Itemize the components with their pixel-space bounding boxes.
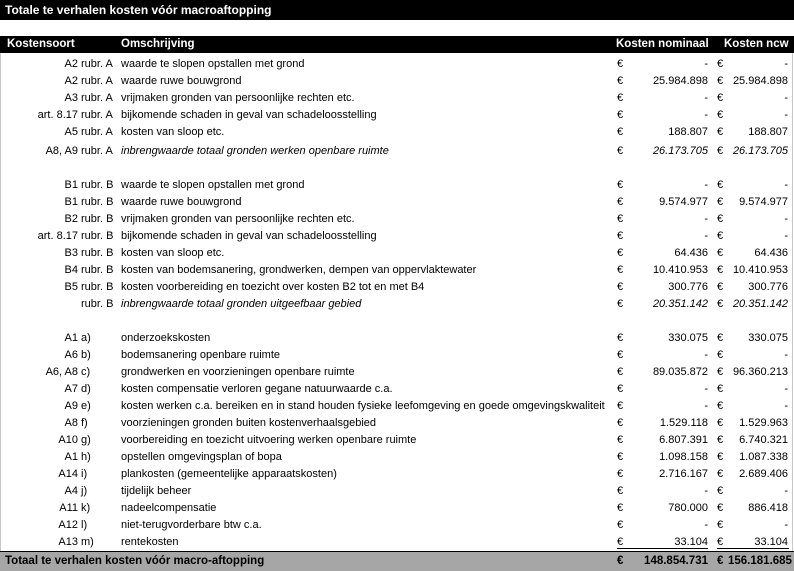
cell-euro-sign-ncw: € <box>717 230 724 242</box>
cell-kosten-ncw: 1.529.963 <box>739 417 788 429</box>
cell-kosten-ncw: - <box>784 485 788 497</box>
cell-kostensoort: A6 <box>64 349 78 361</box>
cell-kostensoort: A11 <box>59 502 78 514</box>
table-row[interactable] <box>0 330 794 347</box>
header-kosten-ncw[interactable]: Kosten ncw <box>724 38 789 50</box>
subtotal-underline-nominaal <box>617 548 708 549</box>
cell-euro-sign-nominaal: € <box>617 281 624 293</box>
cell-rubriek: b) <box>81 349 91 361</box>
cell-euro-sign-nominaal: € <box>617 264 624 276</box>
cell-kosten-nominaal: 20.351.142 <box>652 298 708 310</box>
cell-kosten-ncw: - <box>784 349 788 361</box>
cell-euro-sign-ncw: € <box>717 213 724 225</box>
table-row[interactable] <box>0 177 794 194</box>
cell-kosten-nominaal: - <box>704 179 708 191</box>
table-row[interactable] <box>0 517 794 534</box>
cell-kosten-nominaal: 9.574.977 <box>659 196 708 208</box>
cell-kosten-nominaal: 64.436 <box>674 247 708 259</box>
header-omschrijving[interactable]: Omschrijving <box>121 38 195 50</box>
cell-kostensoort: A3 <box>64 92 78 104</box>
table-row[interactable] <box>0 466 794 483</box>
cell-euro-sign-ncw: € <box>717 75 724 87</box>
cell-euro-sign-ncw: € <box>717 536 724 548</box>
table-row[interactable] <box>0 194 794 211</box>
table-row[interactable] <box>0 432 794 449</box>
cell-kosten-nominaal: - <box>704 400 708 412</box>
cell-rubriek: rubr. A <box>81 145 113 157</box>
cell-kosten-nominaal: - <box>704 109 708 121</box>
cell-euro-sign-ncw: € <box>717 502 724 514</box>
cell-rubriek: rubr. B <box>81 281 114 293</box>
cell-rubriek: f) <box>81 417 88 429</box>
table-row[interactable] <box>0 279 794 296</box>
cell-kosten-nominaal: 6.807.391 <box>659 434 708 446</box>
cell-omschrijving: waarde te slopen opstallen met grond <box>121 179 305 191</box>
cell-kostensoort: A14 <box>58 468 78 480</box>
cell-kosten-ncw: 1.087.338 <box>739 451 788 463</box>
cell-euro-sign-ncw: € <box>717 196 724 208</box>
cell-kosten-ncw: 6.740.321 <box>739 434 788 446</box>
cell-rubriek: rubr. A <box>81 75 113 87</box>
cell-euro-sign-ncw: € <box>717 400 724 412</box>
cell-kostensoort: A5 <box>64 126 78 138</box>
cell-euro-sign-nominaal: € <box>617 58 624 70</box>
cell-kosten-ncw: 96.360.213 <box>732 366 788 378</box>
table-row[interactable] <box>0 262 794 279</box>
cell-omschrijving: onderzoekskosten <box>121 332 211 344</box>
cell-omschrijving: kosten van sloop etc. <box>121 247 225 259</box>
table-row[interactable] <box>0 56 794 73</box>
cell-euro-sign-nominaal: € <box>617 349 624 361</box>
cell-omschrijving: kosten compensatie verloren gegane natuurwaarde c.a. <box>121 383 393 395</box>
cell-rubriek: rubr. A <box>81 92 113 104</box>
cell-omschrijving: inbrengwaarde totaal gronden uitgeefbaar gebied <box>121 298 362 310</box>
cell-kostensoort: A9 <box>64 400 78 412</box>
cell-kosten-nominaal: 26.173.705 <box>652 145 708 157</box>
cell-rubriek: j) <box>81 485 88 497</box>
table-row[interactable] <box>0 398 794 415</box>
cell-omschrijving: vrijmaken gronden van persoonlijke rechten etc. <box>121 92 355 104</box>
cell-kosten-nominaal: 33.104 <box>674 536 708 548</box>
cell-euro-sign-ncw: € <box>717 519 724 531</box>
cell-kosten-nominaal: 300.776 <box>668 281 708 293</box>
cell-kosten-ncw: 300.776 <box>748 281 788 293</box>
cell-kosten-nominaal: 1.529.118 <box>659 417 708 429</box>
cell-kostensoort: A4 <box>64 485 78 497</box>
cell-kostensoort: A2 <box>64 75 78 87</box>
cell-kosten-ncw: - <box>784 92 788 104</box>
cell-kosten-ncw: 64.436 <box>754 247 788 259</box>
cell-euro-sign-ncw: € <box>717 434 724 446</box>
cell-euro-sign-nominaal: € <box>617 451 624 463</box>
cell-kosten-nominaal: 330.075 <box>668 332 708 344</box>
cell-omschrijving: waarde ruwe bouwgrond <box>121 196 242 208</box>
table-row[interactable] <box>0 143 794 160</box>
table-row[interactable] <box>0 500 794 517</box>
cell-euro-sign-nominaal: € <box>617 332 624 344</box>
table-row[interactable] <box>0 449 794 466</box>
table-row[interactable] <box>0 90 794 107</box>
cell-omschrijving: vrijmaken gronden van persoonlijke rechten etc. <box>121 213 355 225</box>
cell-kosten-nominaal: 89.035.872 <box>652 366 708 378</box>
cell-kosten-ncw: - <box>784 400 788 412</box>
cell-euro-sign-nominaal: € <box>617 196 624 208</box>
cell-rubriek: e) <box>81 400 91 412</box>
cell-rubriek: i) <box>81 468 88 480</box>
cell-kostensoort: A10 <box>58 434 78 446</box>
cell-omschrijving: waarde te slopen opstallen met grond <box>121 58 305 70</box>
cell-euro-sign-nominaal: € <box>617 213 624 225</box>
total-value-ncw: 156.181.685 <box>728 555 792 567</box>
cell-kosten-ncw: 10.410.953 <box>732 264 788 276</box>
cell-kostensoort: art. 8.17 <box>37 109 78 121</box>
table-row[interactable] <box>0 381 794 398</box>
cell-rubriek: rubr. A <box>81 126 113 138</box>
cell-euro-sign-nominaal: € <box>617 92 624 104</box>
cell-euro-sign-nominaal: € <box>617 145 624 157</box>
cell-kosten-nominaal: 1.098.158 <box>659 451 708 463</box>
cell-euro-sign-ncw: € <box>717 485 724 497</box>
cell-euro-sign-nominaal: € <box>617 126 624 138</box>
cell-kosten-ncw: 25.984.898 <box>732 75 788 87</box>
cell-omschrijving: voorzieningen gronden buiten kostenverhaalsgebied <box>121 417 377 429</box>
cell-kosten-ncw: 2.689.406 <box>739 468 788 480</box>
cell-kosten-ncw: 886.418 <box>748 502 788 514</box>
cell-euro-sign-nominaal: € <box>617 179 624 191</box>
cell-kostensoort: A8 <box>64 417 78 429</box>
cell-euro-sign-ncw: € <box>717 349 724 361</box>
cell-omschrijving: kosten werken c.a. bereiken en in stand houden fysieke leefomgeving en goede omgevingskwaliteit <box>121 400 605 412</box>
cell-omschrijving: bijkomende schaden in geval van schadeloosstelling <box>121 109 377 121</box>
cell-kostensoort: A8, A9 <box>45 145 78 157</box>
cell-kosten-nominaal: - <box>704 58 708 70</box>
header-kostensoort[interactable]: Kostensoort <box>7 38 75 50</box>
cell-kosten-ncw: - <box>784 58 788 70</box>
cell-kosten-nominaal: 188.807 <box>668 126 708 138</box>
cell-euro-sign-nominaal: € <box>617 502 624 514</box>
cell-kostensoort: A6, A8 <box>45 366 78 378</box>
table-row[interactable] <box>0 228 794 245</box>
cell-kosten-nominaal: - <box>704 230 708 242</box>
cell-kosten-ncw: 33.104 <box>754 536 788 548</box>
cell-kostensoort: art. 8.17 <box>37 230 78 242</box>
cell-euro-sign-ncw: € <box>717 468 724 480</box>
cell-kostensoort: B4 <box>64 264 78 276</box>
table-row[interactable] <box>0 211 794 228</box>
cell-kosten-ncw: 330.075 <box>748 332 788 344</box>
cell-omschrijving: opstellen omgevingsplan of bopa <box>121 451 282 463</box>
cell-euro-sign-ncw: € <box>717 298 724 310</box>
cell-euro-sign-nominaal: € <box>617 75 624 87</box>
cell-omschrijving: grondwerken en voorzieningen openbare ruimte <box>121 366 355 378</box>
cell-euro-sign-ncw: € <box>717 366 724 378</box>
cell-rubriek: k) <box>81 502 91 514</box>
cell-euro-sign-nominaal: € <box>617 468 624 480</box>
cell-kosten-nominaal: - <box>704 92 708 104</box>
cell-euro-sign-ncw: € <box>717 109 724 121</box>
cell-rubriek: rubr. B <box>81 247 114 259</box>
total-label: Totaal te verhalen kosten vóór macro-aftopping <box>5 555 265 567</box>
cell-euro-sign-nominaal: € <box>617 366 624 378</box>
table-row[interactable] <box>0 415 794 432</box>
cell-kostensoort: B1 <box>64 179 78 191</box>
cell-rubriek: rubr. B <box>81 264 114 276</box>
cell-euro-sign-nominaal: € <box>617 230 624 242</box>
cell-kosten-nominaal: - <box>704 519 708 531</box>
cell-omschrijving: inbrengwaarde totaal gronden werken openbare ruimte <box>121 145 389 157</box>
cell-kostensoort: A7 <box>64 383 78 395</box>
cell-rubriek: c) <box>81 366 91 378</box>
cell-euro-sign-ncw: € <box>717 332 724 344</box>
cell-rubriek: h) <box>81 451 91 463</box>
table-row[interactable] <box>0 483 794 500</box>
cell-omschrijving: voorbereiding en toezicht uitvoering werken openbare ruimte <box>121 434 417 446</box>
cell-euro-sign-nominaal: € <box>617 383 624 395</box>
cell-kosten-nominaal: 780.000 <box>668 502 708 514</box>
cell-kosten-ncw: 9.574.977 <box>739 196 788 208</box>
cell-kosten-ncw: 188.807 <box>748 126 788 138</box>
cell-omschrijving: kosten van bodemsanering, grondwerken, dempen van oppervlaktewater <box>121 264 477 276</box>
total-row[interactable] <box>0 551 794 571</box>
header-kosten-nominaal[interactable]: Kosten nominaal <box>616 38 709 50</box>
cell-kosten-nominaal: - <box>704 349 708 361</box>
cell-omschrijving: bijkomende schaden in geval van schadeloosstelling <box>121 230 377 242</box>
cell-omschrijving: nadeelcompensatie <box>121 502 217 514</box>
cell-kosten-ncw: - <box>784 179 788 191</box>
cell-kosten-ncw: - <box>784 519 788 531</box>
cell-euro-sign-ncw: € <box>717 281 724 293</box>
cell-euro-sign-ncw: € <box>717 264 724 276</box>
cell-euro-sign-nominaal: € <box>617 434 624 446</box>
cell-euro-sign-ncw: € <box>717 92 724 104</box>
cell-kosten-ncw: 26.173.705 <box>732 145 788 157</box>
cell-euro-sign-ncw: € <box>717 179 724 191</box>
cell-kosten-ncw: - <box>784 383 788 395</box>
cell-omschrijving: kosten voorbereiding en toezicht over kosten B2 tot en met B4 <box>121 281 425 293</box>
cell-euro-sign-nominaal: € <box>617 536 624 548</box>
cell-rubriek: a) <box>81 332 91 344</box>
cell-kosten-ncw: - <box>784 213 788 225</box>
table-row[interactable] <box>0 245 794 262</box>
cell-rubriek: rubr. B <box>81 298 114 310</box>
cell-euro-sign-ncw: € <box>717 417 724 429</box>
table-row[interactable] <box>0 296 794 313</box>
cell-kostensoort: A2 <box>64 58 78 70</box>
total-euro-sign-ncw: € <box>717 555 724 567</box>
cell-kostensoort: B1 <box>64 196 78 208</box>
cell-kostensoort: A1 <box>64 332 78 344</box>
cell-omschrijving: plankosten (gemeentelijke apparaatskosten) <box>121 468 337 480</box>
cell-kosten-ncw: 20.351.142 <box>732 298 788 310</box>
cell-kostensoort: A1 <box>64 451 78 463</box>
table-row[interactable] <box>0 107 794 124</box>
cell-kosten-nominaal: - <box>704 383 708 395</box>
cell-euro-sign-ncw: € <box>717 58 724 70</box>
cell-rubriek: rubr. B <box>81 213 114 225</box>
cell-rubriek: rubr. B <box>81 230 114 242</box>
sheet-title: Totale te verhalen kosten vóór macroaftopping <box>0 0 794 20</box>
table-row[interactable] <box>0 124 794 141</box>
cell-euro-sign-ncw: € <box>717 383 724 395</box>
cell-kosten-ncw: - <box>784 230 788 242</box>
cell-omschrijving: kosten van sloop etc. <box>121 126 225 138</box>
cell-kosten-nominaal: - <box>704 485 708 497</box>
cell-kosten-nominaal: 25.984.898 <box>652 75 708 87</box>
cell-kostensoort: B2 <box>64 213 78 225</box>
cell-kosten-nominaal: 10.410.953 <box>652 264 708 276</box>
cell-euro-sign-nominaal: € <box>617 247 624 259</box>
table-row[interactable] <box>0 364 794 381</box>
cell-euro-sign-ncw: € <box>717 145 724 157</box>
cell-omschrijving: rentekosten <box>121 536 179 548</box>
table-row[interactable] <box>0 347 794 364</box>
cell-rubriek: rubr. A <box>81 109 113 121</box>
cell-rubriek: g) <box>81 434 91 446</box>
total-euro-sign-nominaal: € <box>617 555 624 567</box>
subtotal-underline-ncw <box>717 548 789 549</box>
cell-rubriek: l) <box>81 519 88 531</box>
cell-kosten-nominaal: 2.716.167 <box>659 468 708 480</box>
cell-euro-sign-nominaal: € <box>617 109 624 121</box>
cell-euro-sign-nominaal: € <box>617 485 624 497</box>
cell-omschrijving: bodemsanering openbare ruimte <box>121 349 280 361</box>
cell-euro-sign-nominaal: € <box>617 417 624 429</box>
cell-rubriek: rubr. B <box>81 196 114 208</box>
table-row[interactable] <box>0 73 794 90</box>
cell-kostensoort: A12 <box>58 519 78 531</box>
cell-euro-sign-nominaal: € <box>617 400 624 412</box>
cell-kostensoort: B3 <box>64 247 78 259</box>
cell-omschrijving: niet-terugvorderbare btw c.a. <box>121 519 262 531</box>
cell-rubriek: m) <box>81 536 94 548</box>
column-header-row <box>0 36 794 53</box>
cell-kosten-nominaal: - <box>704 213 708 225</box>
total-value-nominaal: 148.854.731 <box>644 555 708 567</box>
cell-rubriek: rubr. B <box>81 179 114 191</box>
cell-kostensoort: A13 <box>58 536 78 548</box>
cell-kostensoort: B5 <box>64 281 78 293</box>
cell-rubriek: rubr. A <box>81 58 113 70</box>
cell-omschrijving: waarde ruwe bouwgrond <box>121 75 242 87</box>
cell-rubriek: d) <box>81 383 91 395</box>
cell-kosten-ncw: - <box>784 109 788 121</box>
cell-euro-sign-ncw: € <box>717 247 724 259</box>
cell-euro-sign-nominaal: € <box>617 298 624 310</box>
cell-euro-sign-ncw: € <box>717 126 724 138</box>
cell-euro-sign-ncw: € <box>717 451 724 463</box>
cell-euro-sign-nominaal: € <box>617 519 624 531</box>
cell-omschrijving: tijdelijk beheer <box>121 485 192 497</box>
